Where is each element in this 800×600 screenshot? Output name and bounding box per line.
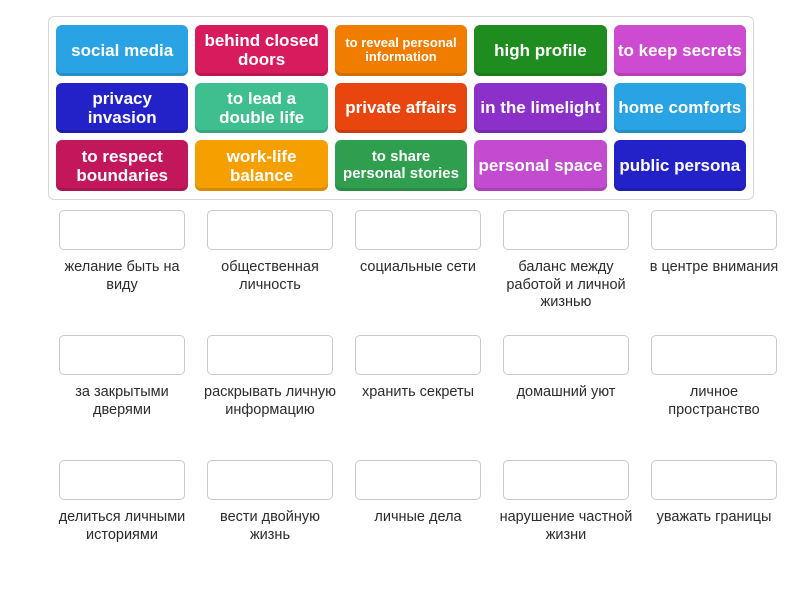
tile-draggable[interactable]: to reveal personal information bbox=[335, 25, 467, 76]
drop-target[interactable] bbox=[651, 460, 777, 500]
tile-draggable[interactable]: in the limelight bbox=[474, 83, 606, 134]
answers-area bbox=[48, 210, 779, 585]
answer-label: хранить секреты bbox=[361, 384, 475, 400]
drop-target[interactable] bbox=[59, 335, 185, 375]
tile-draggable[interactable]: to respect boundaries bbox=[56, 140, 188, 191]
tile-draggable[interactable]: work-life balance bbox=[195, 140, 327, 191]
drop-target[interactable] bbox=[207, 460, 333, 500]
drop-target[interactable] bbox=[503, 335, 629, 375]
answer-cell bbox=[344, 460, 492, 585]
drop-target[interactable] bbox=[651, 210, 777, 250]
answer-cell bbox=[640, 460, 788, 585]
drop-target[interactable] bbox=[651, 335, 777, 375]
answer-label: раскрывать личную информацию bbox=[204, 384, 336, 418]
answer-cell bbox=[48, 460, 196, 585]
answer-label: нарушение частной жизни bbox=[499, 509, 633, 543]
answer-row bbox=[48, 335, 760, 460]
tile-draggable[interactable]: high profile bbox=[474, 25, 606, 76]
answer-cell bbox=[492, 210, 640, 335]
answer-label: в центре внимания bbox=[649, 259, 779, 275]
answer-label: домашний уют bbox=[516, 384, 616, 400]
answer-cell bbox=[492, 335, 640, 460]
tile-draggable[interactable]: personal space bbox=[474, 140, 606, 191]
drop-target[interactable] bbox=[355, 210, 481, 250]
tiles-panel bbox=[48, 16, 754, 200]
answer-row bbox=[48, 460, 772, 585]
drop-target[interactable] bbox=[503, 460, 629, 500]
drop-target[interactable] bbox=[59, 460, 185, 500]
tile-draggable[interactable]: private affairs bbox=[335, 83, 467, 134]
answer-label: вести двойную жизнь bbox=[220, 509, 320, 543]
drop-target[interactable] bbox=[503, 210, 629, 250]
answer-label: делиться личными историями bbox=[58, 509, 186, 543]
tile-draggable[interactable]: to lead a double life bbox=[195, 83, 327, 134]
answer-cell bbox=[196, 210, 344, 335]
tile-draggable[interactable]: social media bbox=[56, 25, 188, 76]
answer-label: за закрытыми дверями bbox=[75, 384, 169, 418]
answer-cell bbox=[640, 210, 788, 335]
answer-label: личное пространство bbox=[668, 384, 760, 418]
answer-cell bbox=[196, 335, 344, 460]
drop-target[interactable] bbox=[355, 460, 481, 500]
answer-label: общественная личность bbox=[221, 259, 319, 293]
drop-target[interactable] bbox=[207, 210, 333, 250]
tile-draggable[interactable]: public persona bbox=[614, 140, 746, 191]
answer-cell bbox=[640, 335, 788, 460]
tile-draggable[interactable]: behind closed doors bbox=[195, 25, 327, 76]
drop-target[interactable] bbox=[207, 335, 333, 375]
drop-target[interactable] bbox=[355, 335, 481, 375]
tiles-grid bbox=[56, 25, 746, 191]
answer-cell bbox=[344, 210, 492, 335]
tile-draggable[interactable]: home comforts bbox=[614, 83, 746, 134]
answer-label: баланс между работой и личной жизнью bbox=[506, 259, 626, 311]
answer-label: уважать границы bbox=[656, 509, 772, 525]
tile-draggable[interactable]: to keep secrets bbox=[614, 25, 746, 76]
answer-cell bbox=[196, 460, 344, 585]
answer-label: социальные сети bbox=[359, 259, 477, 275]
answer-cell bbox=[492, 460, 640, 585]
tile-draggable[interactable]: privacy invasion bbox=[56, 83, 188, 134]
drop-target[interactable] bbox=[59, 210, 185, 250]
tile-draggable[interactable]: to share personal stories bbox=[335, 140, 467, 191]
answer-row bbox=[48, 210, 779, 335]
answer-label: желание быть на виду bbox=[64, 259, 180, 293]
answer-cell bbox=[48, 335, 196, 460]
answer-cell bbox=[48, 210, 196, 335]
answer-label: личные дела bbox=[374, 509, 462, 525]
answer-cell bbox=[344, 335, 492, 460]
